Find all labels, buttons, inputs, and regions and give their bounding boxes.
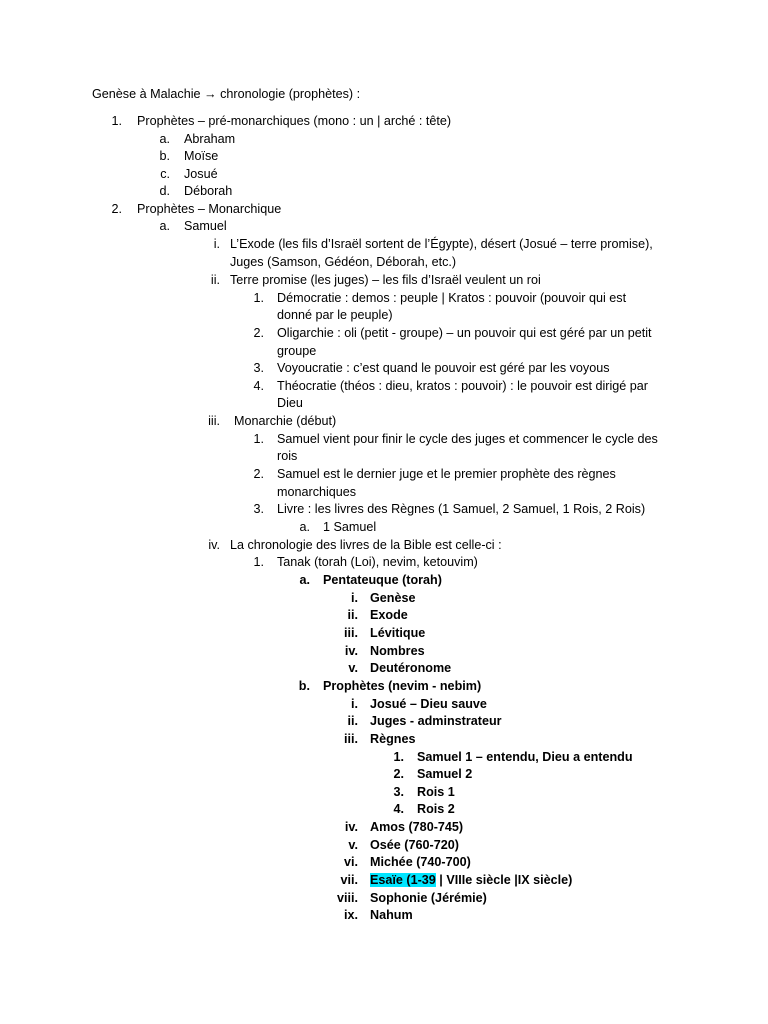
list-item-text: Rois 2 — [417, 802, 455, 816]
list-marker: a. — [159, 132, 170, 146]
list-marker: i. — [351, 591, 358, 605]
list-marker: a. — [299, 520, 310, 534]
list-marker: a. — [299, 573, 310, 587]
list-item-text: Sophonie (Jérémie) — [370, 891, 487, 905]
list-item-text: Déborah — [184, 184, 233, 198]
list-item-text: Nahum — [370, 908, 413, 922]
list-item-text: Exode — [370, 608, 408, 622]
list-marker: 1. — [111, 114, 122, 128]
list-marker: ix. — [343, 908, 358, 922]
list-marker: b. — [298, 679, 310, 693]
list-item-text-continued: Dieu — [277, 396, 303, 410]
list-marker: ii. — [347, 714, 358, 728]
list-marker: c. — [160, 167, 170, 181]
list-item-text: Livre : les livres des Règnes (1 Samuel, 2 Samuel, 1 Rois, 2 Rois) — [277, 502, 646, 516]
list-marker: 1. — [253, 555, 264, 569]
list-item-text: Règnes — [370, 732, 416, 746]
list-item-text: Samuel vient pour finir le cycle des juges et commencer le cycle des — [277, 432, 658, 446]
list-marker: 2. — [253, 326, 264, 340]
list-item-text: Théocratie (théos : dieu, kratos : pouvoir) : le pouvoir est dirigé par — [277, 379, 648, 393]
list-marker: ii. — [210, 273, 220, 287]
highlighted-text: Esaïe (1-39 — [370, 873, 436, 887]
list-item-text: Lévitique — [370, 626, 426, 640]
list-marker: b. — [159, 149, 170, 163]
list-item-text: Osée (760-720) — [370, 838, 459, 852]
list-marker: 3. — [253, 361, 264, 375]
list-item-text: Voyoucratie : c’est quand le pouvoir est géré par les voyous — [277, 361, 610, 375]
list-item-text: Samuel est le dernier juge et le premier prophète des règnes — [277, 467, 616, 481]
list-item-text-continued: rois — [277, 449, 298, 463]
list-item-text: Démocratie : demos : peuple | Kratos : pouvoir (pouvoir qui est — [277, 291, 627, 305]
list-item-text: Nombres — [370, 644, 425, 658]
list-item-text: Josué — [184, 167, 218, 181]
list-marker: i. — [351, 697, 358, 711]
list-marker: 1. — [393, 750, 404, 764]
list-item-text: Rois 1 — [417, 785, 455, 799]
list-marker: iii. — [344, 732, 358, 746]
list-marker: vi. — [343, 855, 358, 869]
list-item-text: Samuel — [184, 219, 227, 233]
list-marker: iv. — [344, 644, 358, 658]
list-item-text: Juges - adminstrateur — [370, 714, 502, 728]
list-item-text: Monarchie (début) — [234, 414, 337, 428]
list-item-text: Deutéronome — [370, 661, 452, 675]
list-item-text: Prophètes – pré-monarchiques (mono : un | arché : tête) — [137, 114, 452, 128]
list-item-text-continued: groupe — [277, 344, 317, 358]
list-marker: 2. — [111, 202, 122, 216]
list-item-text-rest: | VIIIe siècle |IX siècle) — [435, 873, 573, 887]
list-marker: iii. — [344, 626, 358, 640]
section-heading-pentateuque: Pentateuque (torah) — [323, 573, 442, 587]
list-item-text: La chronologie des livres de la Bible est celle-ci : — [230, 538, 502, 552]
list-marker: 1. — [253, 291, 264, 305]
list-marker: 4. — [253, 379, 264, 393]
list-marker: 3. — [253, 502, 264, 516]
list-item-text: Genèse — [370, 591, 416, 605]
list-item-text-continued: Juges (Samson, Gédéon, Déborah, etc.) — [230, 255, 457, 269]
list-marker: 1. — [253, 432, 264, 446]
list-item-text: Michée (740-700) — [370, 855, 471, 869]
list-item-text: Tanak (torah (Loi), nevim, ketouvim) — [277, 555, 478, 569]
list-marker: ii. — [347, 608, 358, 622]
list-item-text: Abraham — [184, 132, 236, 146]
list-marker: a. — [159, 219, 170, 233]
document-title: Genèse à Malachie → chronologie (prophètes) : — [92, 87, 361, 101]
list-marker: 4. — [393, 802, 404, 816]
list-item-text: 1 Samuel — [323, 520, 377, 534]
section-heading-prophetes: Prophètes (nevim - nebim) — [323, 679, 482, 693]
list-marker: 2. — [393, 767, 404, 781]
list-item-text: Samuel 1 – entendu, Dieu a entendu — [417, 750, 633, 764]
list-marker: 2. — [253, 467, 264, 481]
list-marker: iii. — [208, 414, 220, 428]
list-item-text — [370, 872, 572, 889]
list-marker: v. — [348, 838, 358, 852]
list-marker: vii. — [340, 873, 358, 887]
list-item-text: Josué – Dieu sauve — [370, 697, 487, 711]
list-item-text-continued: donné par le peuple) — [277, 308, 393, 322]
list-marker: 3. — [393, 785, 404, 799]
list-item-text: Oligarchie : oli (petit - groupe) – un pouvoir qui est géré par un petit — [277, 326, 652, 340]
list-marker: d. — [159, 184, 170, 198]
list-marker: iv. — [208, 538, 220, 552]
list-item-text: Moïse — [184, 149, 219, 163]
list-item-text: Prophètes – Monarchique — [137, 202, 282, 216]
list-marker: iv. — [344, 820, 358, 834]
list-item-text: Samuel 2 — [417, 767, 473, 781]
list-marker: i. — [213, 237, 220, 251]
list-item-text: Terre promise (les juges) – les fils d’Israël veulent un roi — [230, 273, 541, 287]
list-item-text: L’Exode (les fils d’Israël sortent de l’Égypte), désert (Josué – terre promise), — [230, 237, 653, 251]
list-marker: viii. — [337, 891, 358, 905]
list-marker: v. — [348, 661, 358, 675]
list-item-text: Amos (780-745) — [370, 820, 464, 834]
list-item-text-continued: monarchiques — [277, 485, 357, 499]
